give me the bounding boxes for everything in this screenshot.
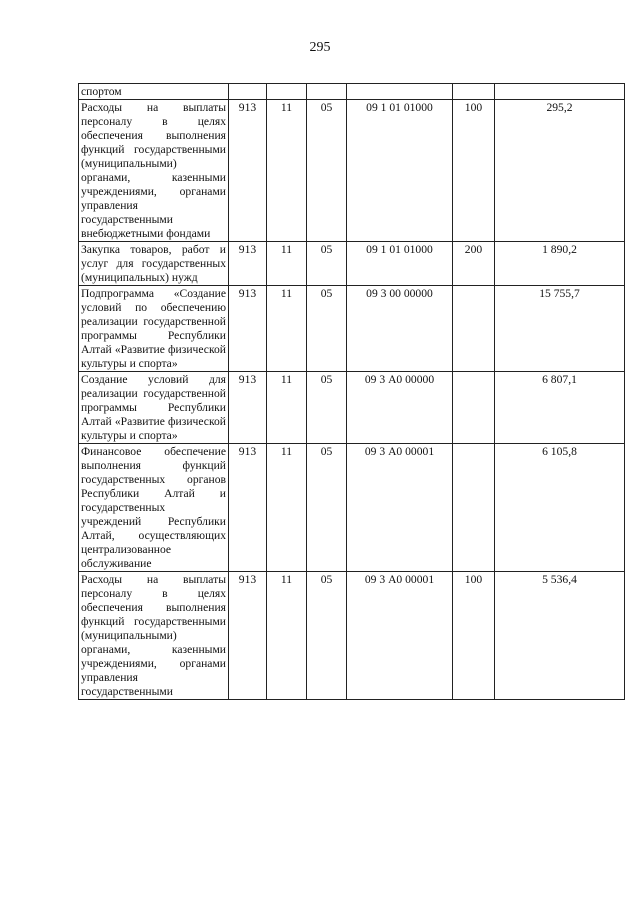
section-code: 11 bbox=[267, 444, 307, 572]
subsection-code: 05 bbox=[307, 286, 347, 372]
amount: 6 807,1 bbox=[495, 372, 625, 444]
table-row bbox=[79, 242, 625, 286]
row-description: спортом bbox=[79, 84, 229, 100]
target-code bbox=[347, 84, 453, 100]
table-row bbox=[79, 84, 625, 100]
table-row bbox=[79, 572, 625, 700]
admin-code: 913 bbox=[229, 286, 267, 372]
admin-code: 913 bbox=[229, 100, 267, 242]
subsection-code bbox=[307, 84, 347, 100]
subsection-code: 05 bbox=[307, 572, 347, 700]
amount: 15 755,7 bbox=[495, 286, 625, 372]
page-number: 295 bbox=[309, 40, 331, 55]
table-row bbox=[79, 100, 625, 242]
expense-type-code: 100 bbox=[453, 100, 495, 242]
subsection-code: 05 bbox=[307, 444, 347, 572]
amount: 1 890,2 bbox=[495, 242, 625, 286]
expense-type-code bbox=[453, 444, 495, 572]
expense-type-code bbox=[453, 286, 495, 372]
admin-code: 913 bbox=[229, 372, 267, 444]
section-code: 11 bbox=[267, 572, 307, 700]
subsection-code: 05 bbox=[307, 372, 347, 444]
target-code: 09 1 01 01000 bbox=[347, 242, 453, 286]
table-row bbox=[79, 444, 625, 572]
target-code: 09 3 А0 00001 bbox=[347, 572, 453, 700]
row-description: Подпрограмма «Создание условий по обеспечению реализации государственной программы Республики Алтай «Развитие физической культуры и спорта» bbox=[79, 286, 229, 372]
expense-type-code: 100 bbox=[453, 572, 495, 700]
amount: 295,2 bbox=[495, 100, 625, 242]
admin-code: 913 bbox=[229, 444, 267, 572]
section-code: 11 bbox=[267, 242, 307, 286]
expense-type-code bbox=[453, 84, 495, 100]
section-code: 11 bbox=[267, 286, 307, 372]
subsection-code: 05 bbox=[307, 242, 347, 286]
row-description: Создание условий для реализации государственной программы Республики Алтай «Развитие физической культуры и спорта» bbox=[79, 372, 229, 444]
table-row bbox=[79, 372, 625, 444]
expense-type-code bbox=[453, 372, 495, 444]
amount bbox=[495, 84, 625, 100]
row-description: Расходы на выплаты персоналу в целях обеспечения выполнения функций государственными (муниципальными) органами, казенными учреждениями, органами управления государственными внебюджетными фондами bbox=[79, 100, 229, 242]
section-code bbox=[267, 84, 307, 100]
row-description: Расходы на выплаты персоналу в целях обеспечения выполнения функций государственными (муниципальными) органами, казенными учреждениями, органами управления государственными bbox=[79, 572, 229, 700]
target-code: 09 3 00 00000 bbox=[347, 286, 453, 372]
table-row bbox=[79, 286, 625, 372]
section-code: 11 bbox=[267, 100, 307, 242]
admin-code: 913 bbox=[229, 242, 267, 286]
row-description: Финансовое обеспечение выполнения функций государственных органов Республики Алтай и государственных учреждений Республики Алтай, осуществляющих централизованное обслуживание bbox=[79, 444, 229, 572]
row-description: Закупка товаров, работ и услуг для государственных (муниципальных) нужд bbox=[79, 242, 229, 286]
amount: 6 105,8 bbox=[495, 444, 625, 572]
target-code: 09 3 А0 00000 bbox=[347, 372, 453, 444]
amount: 5 536,4 bbox=[495, 572, 625, 700]
target-code: 09 3 А0 00001 bbox=[347, 444, 453, 572]
subsection-code: 05 bbox=[307, 100, 347, 242]
admin-code: 913 bbox=[229, 572, 267, 700]
section-code: 11 bbox=[267, 372, 307, 444]
target-code: 09 1 01 01000 bbox=[347, 100, 453, 242]
admin-code bbox=[229, 84, 267, 100]
expense-type-code: 200 bbox=[453, 242, 495, 286]
budget-table bbox=[78, 83, 625, 700]
